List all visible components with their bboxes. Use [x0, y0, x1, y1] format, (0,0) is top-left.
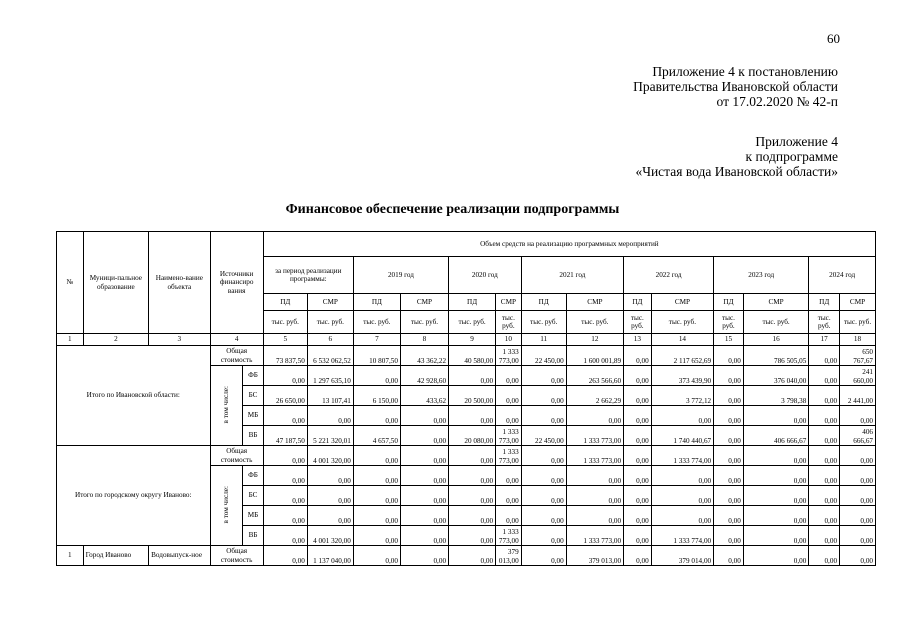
- column-number: 4: [210, 334, 263, 346]
- value-cell: 0,00: [353, 446, 400, 466]
- value-cell: 0,00: [624, 506, 652, 526]
- column-number: 5: [263, 334, 307, 346]
- value-cell: 406 666,67: [743, 426, 809, 446]
- value-cell: 0,00: [449, 366, 496, 386]
- value-cell: 0,00: [714, 506, 744, 526]
- value-cell: 0,00: [714, 426, 744, 446]
- header-period: 2023 год: [714, 257, 809, 294]
- value-cell: 4 001 320,00: [307, 526, 353, 546]
- section-label: Итого по Ивановской области:: [57, 346, 211, 446]
- header-period: 2019 год: [353, 257, 448, 294]
- value-cell: 0,00: [400, 526, 448, 546]
- header-smr: СМР: [307, 294, 353, 311]
- header-period: за период реализации программы:: [263, 257, 353, 294]
- source-cell: ФБ: [243, 366, 263, 386]
- value-cell: 0,00: [714, 546, 744, 566]
- source-cell: Общая стоимость: [210, 346, 263, 366]
- header-object: Наимено-вание объекта: [149, 232, 210, 334]
- column-number: 12: [566, 334, 623, 346]
- header-unit: тыс. руб.: [449, 311, 496, 334]
- annex-line: к подпрограмме: [745, 149, 838, 164]
- header-pd: ПД: [263, 294, 307, 311]
- value-cell: 0,00: [809, 546, 840, 566]
- value-cell: 73 837,50: [263, 346, 307, 366]
- value-cell: 0,00: [263, 526, 307, 546]
- value-cell: 1 600 001,89: [566, 346, 623, 366]
- value-cell: 0,00: [521, 466, 566, 486]
- value-cell: 1 333 773,00: [496, 426, 522, 446]
- value-cell: 0,00: [400, 466, 448, 486]
- source-cell: БС: [243, 386, 263, 406]
- value-cell: 0,00: [840, 446, 876, 466]
- value-cell: 0,00: [566, 486, 623, 506]
- value-cell: 0,00: [840, 406, 876, 426]
- value-cell: 0,00: [809, 366, 840, 386]
- header-unit: тыс. руб.: [263, 311, 307, 334]
- value-cell: 1 333 773,00: [566, 526, 623, 546]
- value-cell: 0,00: [449, 446, 496, 466]
- value-cell: 0,00: [714, 486, 744, 506]
- item-municipality: Город Иваново: [83, 546, 149, 566]
- annex-line: от 17.02.2020 № 42-п: [716, 94, 838, 109]
- column-number: 1: [57, 334, 84, 346]
- value-cell: 0,00: [307, 466, 353, 486]
- column-number: 6: [307, 334, 353, 346]
- header-smr: СМР: [840, 294, 876, 311]
- header-smr: СМР: [400, 294, 448, 311]
- value-cell: 0,00: [521, 546, 566, 566]
- value-cell: 0,00: [840, 506, 876, 526]
- column-number: 13: [624, 334, 652, 346]
- column-number: 16: [743, 334, 809, 346]
- value-cell: 0,00: [651, 506, 713, 526]
- value-cell: 0,00: [809, 526, 840, 546]
- value-cell: 0,00: [566, 466, 623, 486]
- value-cell: 0,00: [566, 406, 623, 426]
- value-cell: 0,00: [521, 406, 566, 426]
- value-cell: 0,00: [743, 466, 809, 486]
- value-cell: 0,00: [809, 466, 840, 486]
- value-cell: 0,00: [353, 546, 400, 566]
- value-cell: 47 187,50: [263, 426, 307, 446]
- value-cell: 0,00: [307, 486, 353, 506]
- column-number: 15: [714, 334, 744, 346]
- value-cell: 0,00: [400, 506, 448, 526]
- header-municipality: Муници-пальное образование: [83, 232, 149, 334]
- value-cell: 26 650,00: [263, 386, 307, 406]
- value-cell: 0,00: [743, 526, 809, 546]
- value-cell: 10 807,50: [353, 346, 400, 366]
- value-cell: 0,00: [353, 466, 400, 486]
- source-cell: Общая стоимость: [210, 546, 263, 566]
- source-cell: ВБ: [243, 426, 263, 446]
- header-no: №: [57, 232, 84, 334]
- section-label: Итого по городскому округу Иваново:: [57, 446, 211, 546]
- column-number: 11: [521, 334, 566, 346]
- value-cell: 4 657,50: [353, 426, 400, 446]
- value-cell: 0,00: [624, 406, 652, 426]
- value-cell: 373 439,90: [651, 366, 713, 386]
- value-cell: 1 740 440,67: [651, 426, 713, 446]
- value-cell: 2 662,29: [566, 386, 623, 406]
- header-period: 2022 год: [624, 257, 714, 294]
- value-cell: 0,00: [714, 466, 744, 486]
- value-cell: 0,00: [449, 486, 496, 506]
- column-number: 7: [353, 334, 400, 346]
- header-smr: СМР: [496, 294, 522, 311]
- header-unit: тыс. руб.: [840, 311, 876, 334]
- value-cell: 1 333 773,00: [496, 526, 522, 546]
- value-cell: 0,00: [449, 546, 496, 566]
- value-cell: 379 013,00: [496, 546, 522, 566]
- value-cell: 0,00: [307, 406, 353, 426]
- value-cell: 0,00: [651, 466, 713, 486]
- item-object: Водовыпуск-ное: [149, 546, 210, 566]
- source-cell: МБ: [243, 406, 263, 426]
- value-cell: 0,00: [353, 526, 400, 546]
- source-cell: Общая стоимость: [210, 446, 263, 466]
- value-cell: 1 297 635,10: [307, 366, 353, 386]
- header-unit: тыс. руб.: [496, 311, 522, 334]
- value-cell: 4 001 320,00: [307, 446, 353, 466]
- column-number: 8: [400, 334, 448, 346]
- annex-subprogram: [635, 134, 838, 179]
- value-cell: 0,00: [624, 346, 652, 366]
- value-cell: 1 333 774,00: [651, 446, 713, 466]
- value-cell: 0,00: [521, 506, 566, 526]
- value-cell: 0,00: [263, 466, 307, 486]
- value-cell: 650 767,67: [840, 346, 876, 366]
- value-cell: 1 333 773,00: [496, 446, 522, 466]
- value-cell: 379 013,00: [566, 546, 623, 566]
- annex-header: [633, 64, 838, 109]
- annex-line: Правительства Ивановской области: [633, 79, 838, 94]
- value-cell: 0,00: [521, 366, 566, 386]
- value-cell: 379 014,00: [651, 546, 713, 566]
- value-cell: 0,00: [521, 446, 566, 466]
- value-cell: 263 566,60: [566, 366, 623, 386]
- value-cell: 0,00: [263, 366, 307, 386]
- value-cell: 0,00: [400, 486, 448, 506]
- source-cell: БС: [243, 486, 263, 506]
- value-cell: 6 150,00: [353, 386, 400, 406]
- value-cell: 0,00: [263, 546, 307, 566]
- header-pd: ПД: [521, 294, 566, 311]
- value-cell: 6 532 062,52: [307, 346, 353, 366]
- value-cell: 0,00: [840, 466, 876, 486]
- value-cell: 0,00: [809, 506, 840, 526]
- header-volume: Объем средств на реализацию программных мероприятий: [263, 232, 875, 257]
- table-row: [57, 446, 876, 466]
- value-cell: 0,00: [263, 406, 307, 426]
- value-cell: 0,00: [624, 426, 652, 446]
- value-cell: 40 580,00: [449, 346, 496, 366]
- value-cell: 1 333 773,00: [496, 346, 522, 366]
- value-cell: 0,00: [263, 446, 307, 466]
- value-cell: 0,00: [496, 406, 522, 426]
- value-cell: 0,00: [353, 506, 400, 526]
- value-cell: 0,00: [521, 526, 566, 546]
- value-cell: 0,00: [449, 506, 496, 526]
- header-source: Источники финансиро вания: [210, 232, 263, 334]
- value-cell: 0,00: [400, 406, 448, 426]
- value-cell: 0,00: [449, 406, 496, 426]
- source-cell: МБ: [243, 506, 263, 526]
- value-cell: 2 441,00: [840, 386, 876, 406]
- value-cell: 0,00: [263, 506, 307, 526]
- value-cell: 0,00: [496, 486, 522, 506]
- value-cell: 0,00: [496, 506, 522, 526]
- value-cell: 0,00: [809, 426, 840, 446]
- value-cell: 13 107,41: [307, 386, 353, 406]
- value-cell: 0,00: [809, 486, 840, 506]
- value-cell: 0,00: [743, 486, 809, 506]
- header-unit: тыс. руб.: [714, 311, 744, 334]
- value-cell: 1 137 040,00: [307, 546, 353, 566]
- value-cell: 0,00: [496, 466, 522, 486]
- column-number: 3: [149, 334, 210, 346]
- value-cell: 43 362,22: [400, 346, 448, 366]
- header-unit: тыс. руб.: [400, 311, 448, 334]
- header-unit: тыс. руб.: [307, 311, 353, 334]
- header-unit: тыс. руб.: [624, 311, 652, 334]
- value-cell: 0,00: [263, 486, 307, 506]
- value-cell: 0,00: [714, 406, 744, 426]
- header-pd: ПД: [624, 294, 652, 311]
- value-cell: 0,00: [624, 526, 652, 546]
- value-cell: 0,00: [809, 386, 840, 406]
- annex-line: «Чистая вода Ивановской области»: [635, 164, 838, 179]
- value-cell: 0,00: [809, 406, 840, 426]
- value-cell: 1 333 774,00: [651, 526, 713, 546]
- financing-table: [56, 231, 876, 566]
- value-cell: 0,00: [353, 366, 400, 386]
- value-cell: 0,00: [624, 546, 652, 566]
- value-cell: 0,00: [521, 386, 566, 406]
- header-unit: тыс. руб.: [521, 311, 566, 334]
- value-cell: 42 928,60: [400, 366, 448, 386]
- value-cell: 1 333 773,00: [566, 426, 623, 446]
- value-cell: 0,00: [449, 526, 496, 546]
- value-cell: 20 500,00: [449, 386, 496, 406]
- value-cell: 0,00: [400, 446, 448, 466]
- value-cell: 0,00: [714, 446, 744, 466]
- value-cell: 0,00: [651, 486, 713, 506]
- value-cell: 0,00: [521, 486, 566, 506]
- header-unit: тыс. руб.: [809, 311, 840, 334]
- header-period: 2020 год: [449, 257, 522, 294]
- value-cell: 0,00: [651, 406, 713, 426]
- value-cell: 0,00: [496, 386, 522, 406]
- value-cell: 0,00: [307, 506, 353, 526]
- header-unit: тыс. руб.: [743, 311, 809, 334]
- value-cell: 0,00: [624, 486, 652, 506]
- header-pd: ПД: [714, 294, 744, 311]
- value-cell: 0,00: [496, 366, 522, 386]
- value-cell: 433,62: [400, 386, 448, 406]
- value-cell: 0,00: [566, 506, 623, 526]
- value-cell: 0,00: [353, 486, 400, 506]
- value-cell: 3 798,38: [743, 386, 809, 406]
- table-row: [57, 546, 876, 566]
- annex-line: Приложение 4: [755, 134, 838, 149]
- value-cell: 0,00: [449, 466, 496, 486]
- value-cell: 22 450,00: [521, 426, 566, 446]
- value-cell: 0,00: [743, 406, 809, 426]
- including-label: в том числе:: [222, 485, 231, 524]
- header-unit: тыс. руб.: [651, 311, 713, 334]
- value-cell: 0,00: [400, 546, 448, 566]
- value-cell: 0,00: [840, 546, 876, 566]
- value-cell: 0,00: [809, 346, 840, 366]
- value-cell: 376 040,00: [743, 366, 809, 386]
- source-cell: ВБ: [243, 526, 263, 546]
- document-title: Финансовое обеспечение реализации подпрограммы: [285, 202, 620, 217]
- value-cell: 0,00: [714, 386, 744, 406]
- value-cell: 786 505,05: [743, 346, 809, 366]
- value-cell: 0,00: [624, 386, 652, 406]
- value-cell: 0,00: [714, 526, 744, 546]
- header-smr: СМР: [566, 294, 623, 311]
- value-cell: 0,00: [624, 466, 652, 486]
- header-smr: СМР: [651, 294, 713, 311]
- value-cell: 0,00: [743, 506, 809, 526]
- value-cell: 3 772,12: [651, 386, 713, 406]
- header-pd: ПД: [353, 294, 400, 311]
- header-pd: ПД: [809, 294, 840, 311]
- including-label-cell: [210, 366, 243, 446]
- column-number: 17: [809, 334, 840, 346]
- header-smr: СМР: [743, 294, 809, 311]
- column-number: 2: [83, 334, 149, 346]
- value-cell: 1 333 773,00: [566, 446, 623, 466]
- header-period: 2021 год: [521, 257, 623, 294]
- header-unit: тыс. руб.: [566, 311, 623, 334]
- value-cell: 0,00: [743, 446, 809, 466]
- column-number: 14: [651, 334, 713, 346]
- item-number: 1: [57, 546, 84, 566]
- page-number: 60: [827, 31, 840, 46]
- header-period: 2024 год: [809, 257, 876, 294]
- header-unit: тыс. руб.: [353, 311, 400, 334]
- value-cell: 0,00: [400, 426, 448, 446]
- table-row: [57, 346, 876, 366]
- annex-line: Приложение 4 к постановлению: [652, 64, 838, 79]
- value-cell: 0,00: [743, 546, 809, 566]
- value-cell: 0,00: [624, 366, 652, 386]
- value-cell: 0,00: [840, 486, 876, 506]
- including-label: в том числе:: [222, 385, 231, 424]
- value-cell: 0,00: [714, 346, 744, 366]
- value-cell: 0,00: [714, 366, 744, 386]
- value-cell: 0,00: [353, 406, 400, 426]
- value-cell: 20 080,00: [449, 426, 496, 446]
- source-cell: ФБ: [243, 466, 263, 486]
- including-label-cell: [210, 466, 243, 546]
- value-cell: 2 117 652,69: [651, 346, 713, 366]
- value-cell: 0,00: [809, 446, 840, 466]
- header-pd: ПД: [449, 294, 496, 311]
- value-cell: 5 221 320,01: [307, 426, 353, 446]
- column-number: 10: [496, 334, 522, 346]
- value-cell: 22 450,00: [521, 346, 566, 366]
- value-cell: 0,00: [624, 446, 652, 466]
- value-cell: 241 660,00: [840, 366, 876, 386]
- column-number: 9: [449, 334, 496, 346]
- value-cell: 0,00: [840, 526, 876, 546]
- column-number: 18: [840, 334, 876, 346]
- value-cell: 406 666,67: [840, 426, 876, 446]
